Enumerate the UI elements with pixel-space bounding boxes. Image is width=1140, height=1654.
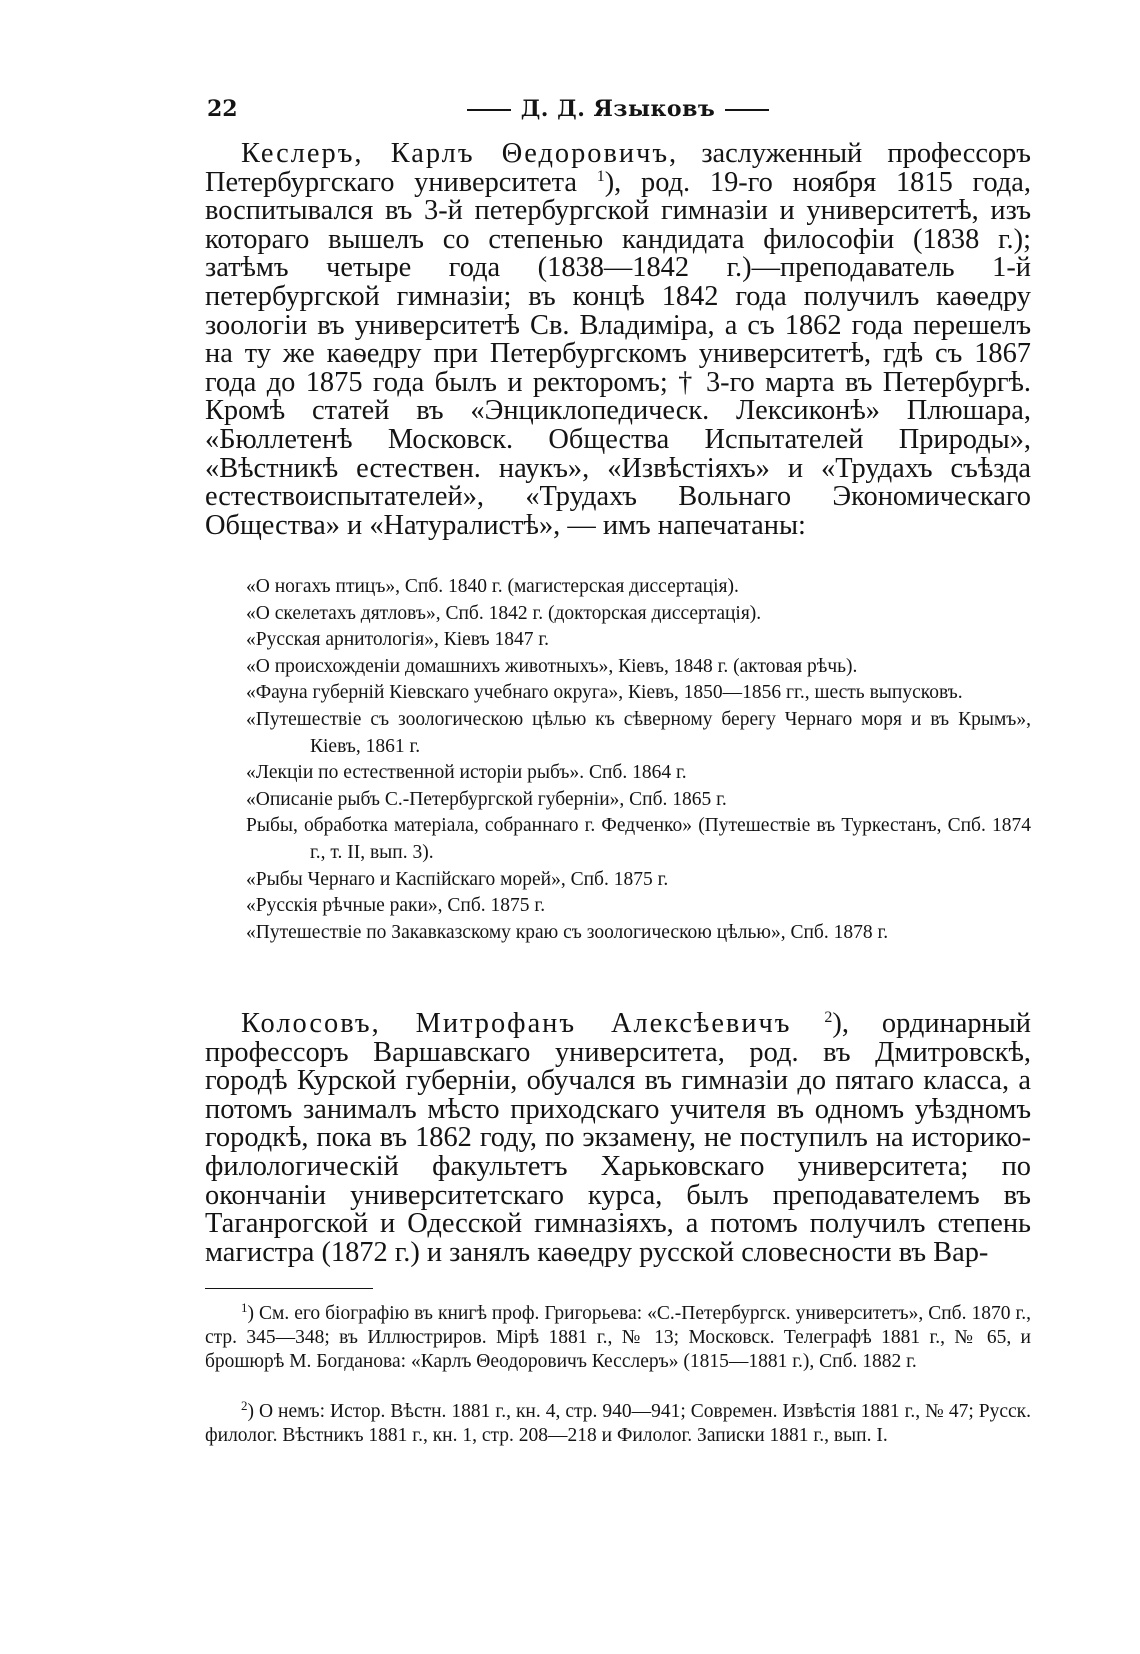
page-number: 22 xyxy=(207,96,238,122)
works-list xyxy=(246,574,1031,946)
work-item: «О скелетахъ дятловъ», Спб. 1842 г. (докторская диссертація). xyxy=(246,602,762,624)
work-item: «Путешествіе съ зоологическою цѣлью къ сѣверному берегу Чернаго моря и въ Крымъ», Кіевъ, 1861 г. xyxy=(246,708,1031,757)
running-title-text: Д. Д. Языковъ xyxy=(520,96,716,122)
footnote-text: ) О немъ: Истор. Вѣстн. 1881 г., кн. 4, стр. 940—941; Современ. Извѣстія 1881 г., № 47; Русск. филолог. Вѣстникъ 1881 г., кн. 1, стр. 208—218 и Филолог. Записки 1881 г., вып. I. xyxy=(205,1401,1031,1447)
work-item: «О ногахъ птицъ», Спб. 1840 г. (магистерская диссертація). xyxy=(246,576,739,597)
entry-text: ), род. 19-го ноября 1815 года, воспитывался въ 3-й петербургской гимназіи и университетѣ, изъ котораго вышелъ со степенью кандидата философіи (1838 г.); затѣмъ четыре года (1838—1842 г.)—преподаватель 1-й петербургской гимназіи; въ концѣ 1842 года получилъ каѳедру зоологіи въ университетѣ Св. Владиміра, а съ 1862 года перешелъ на ту же каѳедру при Петербургскомъ университетѣ, гдѣ съ 1867 года до 1875 года былъ и ректоромъ; † 3-го марта въ Петербургѣ. Кромѣ статей въ «Энциклопедическ. Лексиконѣ» Плюшара, «Бюллетенѣ Московск. Общества Испытателей Природы», «Вѣстникѣ естествен. наукъ», «Извѣстіяхъ» и «Трудахъ съѣзда естествоиспытателей», «Трудахъ Вольнаго Экономическаго Общества» и «Натуралистѣ», — имъ напечатаны: xyxy=(205,166,1031,541)
running-title xyxy=(205,92,1031,126)
entry-name: Колосовъ, Митрофанъ Алексѣевичъ xyxy=(241,1008,792,1039)
entry-kessler xyxy=(205,140,1031,540)
page-header xyxy=(205,92,1031,126)
work-item: «Путешествіе по Закавказскому краю съ зоологическою цѣлью», Спб. 1878 г. xyxy=(246,921,889,943)
work-item: Рыбы, обработка матеріала, собраннаго г. Федченко» (Путешествіе въ Туркестанъ, Спб. 1874 г., т. II, вып. 3). xyxy=(246,815,1031,863)
footnote-text: ) См. его біографію въ книгѣ проф. Григорьева: «С.-Петербургск. университетъ», Спб. 1870 г., стр. 345—348; въ Иллюстриров. Мірѣ 1881 г., № 13; Московск. Телеграфѣ 1881 г., № 65, и брошюрѣ М. Богданова: «Карлъ Θеодоровичъ Кесслеръ» (1815—1881 г.), Спб. 1882 г. xyxy=(205,1303,1031,1373)
footnote-mark: 2 xyxy=(241,1398,248,1413)
work-item: «Русская арнитологія», Кіевъ 1847 г. xyxy=(246,629,550,651)
footnote-1 xyxy=(205,1302,1031,1375)
entry-text: ), ординарный профессоръ Варшавскаго университета, род. въ Дмитровскѣ, городѣ Курской губерніи, обучался въ гимназіи до пятаго класса, а потомъ занималъ мѣсто приходскаго учителя въ одномъ уѣздномъ городкѣ, пока въ 1862 году, по экзамену, не поступилъ на историко-филологическій факультетъ Харьковскаго университета; по окончаніи университетскаго курса, былъ преподавателемъ въ Таганрогской и Одесской гимназіяхъ, а потомъ получилъ степень магистра (1872 г.) и занялъ каѳедру русской словесности въ Вар- xyxy=(205,1008,1031,1268)
work-item: «Лекціи по естественной исторіи рыбъ». Спб. 1864 г. xyxy=(246,762,687,784)
entry-name: Кеслеръ, Карлъ Θедоровичъ xyxy=(241,138,670,169)
footnote-ref[interactable]: 1 xyxy=(596,167,605,185)
work-item: «Русскія рѣчные раки», Спб. 1875 г. xyxy=(246,895,546,917)
work-item: «О происхожденіи домашнихъ животныхъ», Кіевъ, 1848 г. (актовая рѣчь). xyxy=(246,655,858,677)
footnote-mark: 1 xyxy=(241,1300,248,1315)
work-item: «Фауна губерній Кіевскаго учебнаго округа», Кіевъ, 1850—1856 гг., шесть выпусковъ. xyxy=(246,682,963,704)
title-dash-right xyxy=(725,109,769,111)
footnote-ref[interactable]: 2 xyxy=(824,1009,833,1026)
entry-text: , заслуженный профессоръ Петербургскаго университета xyxy=(205,138,1031,198)
title-dash-left xyxy=(467,109,511,111)
footnote-2 xyxy=(205,1400,1031,1448)
work-item: «Рыбы Чернаго и Каспійскаго морей», Спб. 1875 г. xyxy=(246,868,669,890)
footnote-divider xyxy=(205,1288,373,1289)
entry-kolosov xyxy=(205,1010,1031,1267)
work-item: «Описаніе рыбъ С.-Петербургской губерніи», Спб. 1865 г. xyxy=(246,788,727,810)
